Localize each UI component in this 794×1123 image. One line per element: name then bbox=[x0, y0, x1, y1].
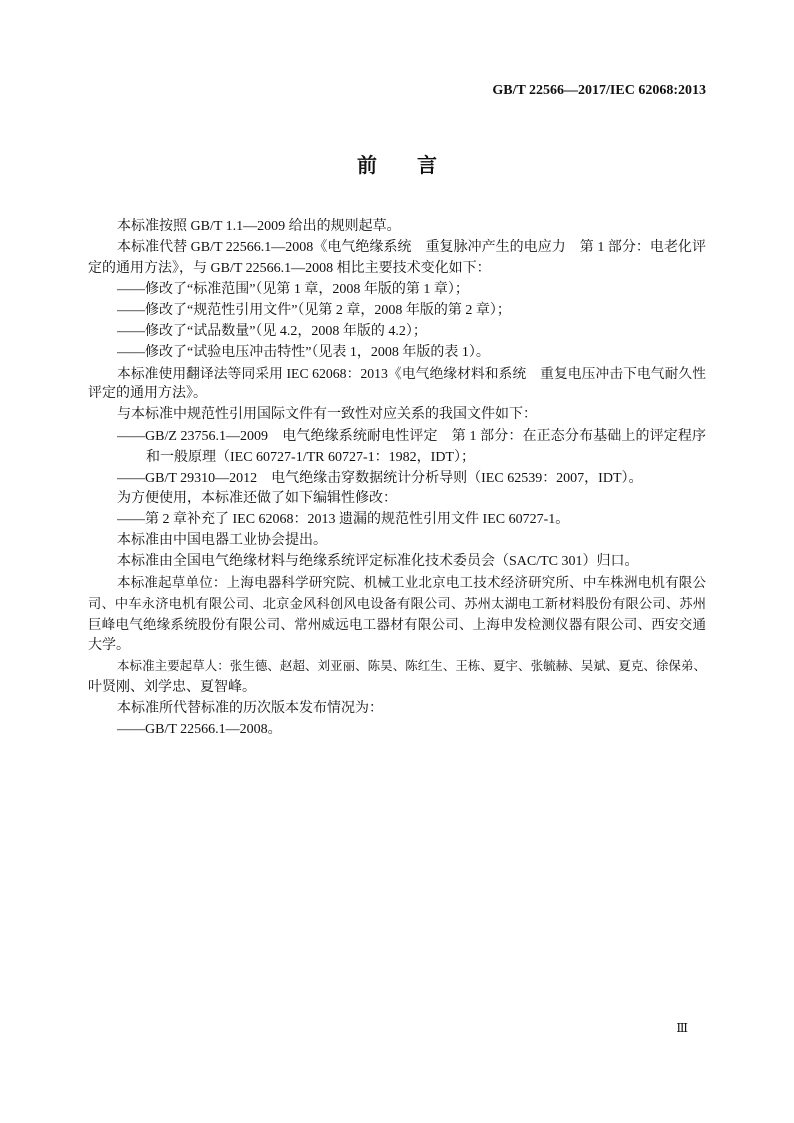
paragraph-line: 本标准由中国电器工业协会提出。 bbox=[117, 533, 327, 548]
paragraph-line: 本标准按照 GB/T 1.1—2009 给出的规则起草。 bbox=[117, 219, 401, 234]
paragraph-line: 巨峰电气绝缘系统股份有限公司、常州威远电工器材有限公司、上海申发检测仪器有限公司、西安交通 bbox=[88, 617, 706, 632]
paragraph-line: 大学。 bbox=[88, 638, 130, 653]
standard-code-header: GB/T 22566—2017/IEC 62068:2013 bbox=[492, 83, 706, 98]
paragraph-line: 本标准所代替标准的历次版本发布情况为： bbox=[117, 701, 383, 716]
page-number: Ⅲ bbox=[676, 1021, 688, 1035]
paragraph-line: 为方便使用，本标准还做了如下编辑性修改： bbox=[117, 491, 397, 506]
paragraph-line: 叶贤刚、刘学忠、夏智峰。 bbox=[88, 680, 256, 695]
paragraph-line: 与本标准中规范性引用国际文件有一致性对应关系的我国文件如下： bbox=[117, 407, 537, 422]
paragraph-line: 本标准代替 GB/T 22566.1—2008《电气绝缘系统 重复脉冲产生的电应力 第 1 部分：电老化评 bbox=[117, 240, 706, 255]
list-item: ——修改了“试品数量”（见 4.2，2008 年版的 4.2）； bbox=[117, 324, 427, 339]
paragraph-line: 司、中车永济电机有限公司、北京金风科创风电设备有限公司、苏州太湖电工新材料股份有限公司、苏州 bbox=[88, 596, 706, 611]
list-item: ——修改了“规范性引用文件”（见第 2 章，2008 年版的第 2 章）； bbox=[117, 303, 511, 318]
list-item: ——修改了“标准范围”（见第 1 章，2008 年版的第 1 章）； bbox=[117, 282, 469, 297]
list-item: ——GB/T 22566.1—2008。 bbox=[117, 722, 282, 737]
list-item: ——GB/Z 23756.1—2009 电气绝缘系统耐电性评定 第 1 部分：在正态分布基础上的评定程序 bbox=[117, 429, 706, 444]
list-item: ——修改了“试验电压冲击特性”（见表 1，2008 年版的表 1）。 bbox=[117, 345, 490, 360]
paragraph-line: 本标准由全国电气绝缘材料与绝缘系统评定标准化技术委员会（SAC/TC 301）归口。 bbox=[117, 554, 639, 569]
paragraph-line: 本标准主要起草人：张生德、赵超、刘亚丽、陈昊、陈红生、王栋、夏宇、张毓赫、吴斌、夏克、徐保弟、 bbox=[117, 659, 706, 673]
paragraph-line: 评定的通用方法》。 bbox=[88, 386, 207, 401]
list-item: ——GB/T 29310—2012 电气绝缘击穿数据统计分析导则（IEC 62539：2007，IDT）。 bbox=[117, 471, 643, 486]
paragraph-line: 定的通用方法》，与 GB/T 22566.1—2008 相比主要技术变化如下： bbox=[88, 261, 491, 276]
list-item: ——第 2 章补充了 IEC 62068：2013 遗漏的规范性引用文件 IEC 60727-1。 bbox=[117, 512, 570, 527]
list-item-continuation: 和一般原理（IEC 60727-1/TR 60727-1：1982，IDT）； bbox=[146, 450, 475, 465]
foreword-title: 前 言 bbox=[357, 153, 437, 177]
paragraph-line: 本标准起草单位：上海电器科学研究院、机械工业北京电工技术经济研究所、中车株洲电机有限公 bbox=[117, 575, 706, 590]
paragraph-line: 本标准使用翻译法等同采用 IEC 62068：2013《电气绝缘材料和系统 重复电压冲击下电气耐久性 bbox=[117, 366, 706, 381]
